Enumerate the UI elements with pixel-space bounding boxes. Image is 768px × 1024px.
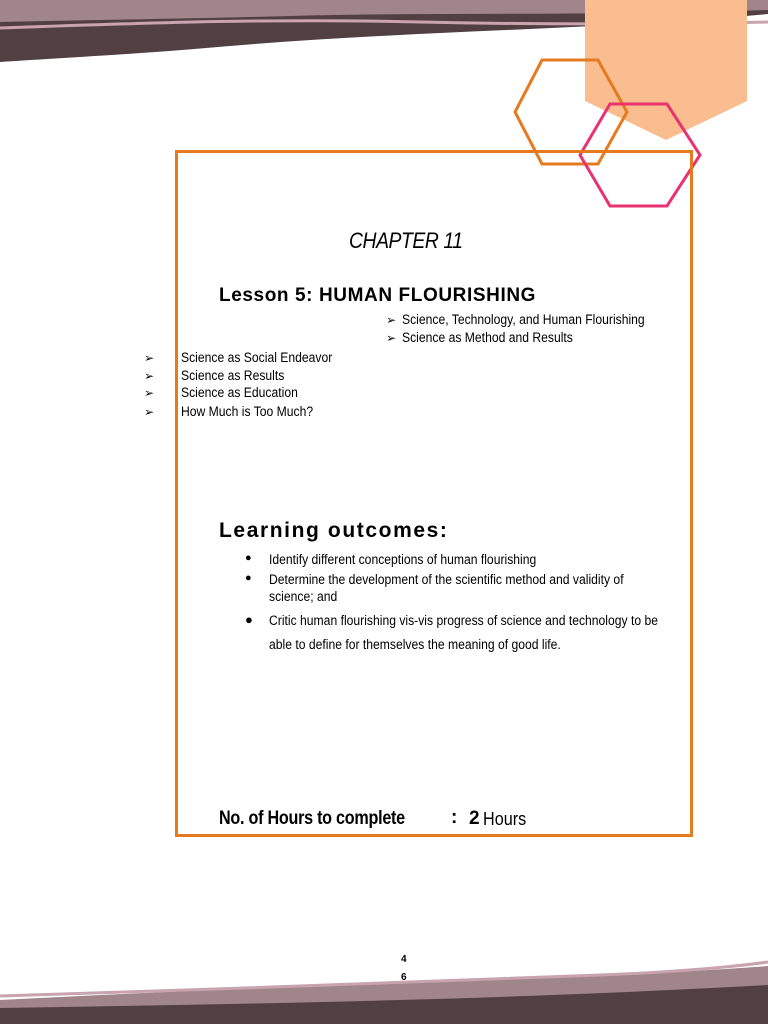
arrow-bullet-icon: ➢ [386,313,397,327]
outcome-item-line: science; and [269,589,338,604]
hours-unit: Hours [483,809,527,829]
arrow-bullet-icon: ➢ [144,386,155,400]
dot-bullet-icon: ● [245,612,253,627]
topic-item: Science as Social Endeavor [181,350,333,365]
hours-value: 2 [469,808,480,829]
arrow-bullet-icon: ➢ [144,405,155,419]
chapter-title: CHAPTER 11 [349,228,463,253]
outcome-item-line: Identify different conceptions of human flourishing [269,552,537,567]
dot-bullet-icon: ● [245,572,252,584]
subtopic-item: Science, Technology, and Human Flourishing [402,312,645,327]
outcome-item-line: Determine the development of the scientific method and validity of [269,572,624,587]
arrow-bullet-icon: ➢ [144,351,155,365]
outcome-item-line: able to define for themselves the meaning of good life. [269,637,561,652]
topic-item: How Much is Too Much? [181,404,314,419]
subtopic-item: Science as Method and Results [402,330,573,345]
dot-bullet-icon: ● [245,552,252,564]
arrow-bullet-icon: ➢ [144,369,155,383]
hours-colon: : [451,807,458,828]
topic-item: Science as Education [181,385,298,400]
outcome-item-line: Critic human flourishing vis-vis progress of science and technology to be [269,613,658,628]
arrow-bullet-icon: ➢ [386,331,397,345]
peach-banner [585,0,747,140]
lesson-title: Lesson 5: HUMAN FLOURISHING [219,285,537,306]
learning-outcomes-heading: Learning outcomes: [219,519,449,542]
page-number-line: 6 [401,972,407,983]
topic-item: Science as Results [181,368,285,383]
page-number-line: 4 [401,954,407,965]
hours-label: No. of Hours to complete [219,808,405,829]
